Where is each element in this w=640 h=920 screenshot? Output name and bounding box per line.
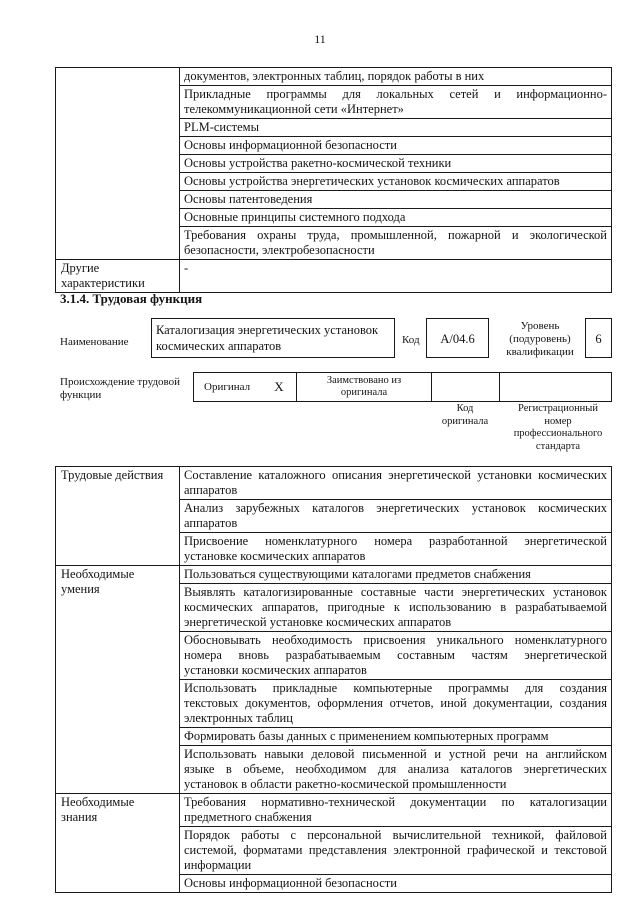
knowledge-item-line: Основы устройства энергетических установок космических аппаратов: [184, 174, 560, 188]
group-label-line: умения: [61, 582, 100, 596]
labour-function-table: [55, 466, 612, 893]
code-original-caption: [430, 403, 500, 428]
group-item-line: Присвоение номенклатурного номера разработанной энергетической: [184, 534, 607, 548]
name-value-line-1: Каталогизация энергетических установок: [156, 323, 379, 337]
knowledge-item-line: PLM-системы: [184, 120, 259, 134]
knowledge-item: [180, 137, 612, 155]
group-label: [56, 467, 180, 566]
knowledge-item-line: Основы патентоведения: [184, 192, 313, 206]
level-value-box: 6: [585, 318, 612, 358]
group-label-line: знания: [61, 810, 98, 824]
code-value-box: A/04.6: [426, 318, 489, 358]
other-label-line: характеристики: [61, 276, 145, 290]
row-label-empty: [56, 68, 180, 260]
knowledge-item-line: безопасности, электробезопасности: [184, 243, 375, 257]
group-item-line: системой, форматами представления электронной графической и текстовой: [184, 843, 607, 857]
level-label-line-2: (подуровень): [509, 333, 571, 345]
group-item: [180, 632, 612, 680]
level-label: [494, 320, 586, 359]
section-title: 3.1.4. Трудовая функция: [60, 291, 203, 306]
group-item: [180, 584, 612, 632]
reg-number-caption: [502, 403, 614, 453]
knowledge-item-line: Основные принципы системного подхода: [184, 210, 406, 224]
knowledge-item: [180, 68, 612, 86]
group-item: [180, 794, 612, 827]
origin-label-line-2: функции: [60, 389, 102, 401]
knowledge-item: [180, 227, 612, 260]
group-item-line: Формировать базы данных с применением компьютерных программ: [184, 729, 549, 743]
group-item: [180, 500, 612, 533]
origin-divider-2: [499, 373, 500, 401]
knowledge-item: [180, 119, 612, 137]
group-item-line: Основы информационной безопасности: [184, 876, 397, 890]
group-item-line: установок в области ракетно-космической промышленности: [184, 777, 507, 791]
reg-caption-line-4: стандарта: [535, 440, 581, 452]
borrowed-label-line-1: Заимствовано из: [326, 375, 402, 386]
group-label-line: Трудовые действия: [61, 468, 164, 482]
code-label: Код: [402, 334, 420, 346]
group-item-line: предметного снабжения: [184, 810, 312, 824]
group-item-line: Обосновывать необходимость присвоения уникального номенклатурного: [184, 633, 607, 647]
original-label: Оригинал: [204, 381, 251, 393]
group-label: [56, 566, 180, 794]
reg-caption-line-3: профессионального: [513, 428, 603, 439]
group-item-line: Пользоваться существующими каталогами предметов снабжения: [184, 567, 531, 581]
group-item: [180, 746, 612, 794]
group-item: [180, 680, 612, 728]
reg-caption-line-1: Регистрационный: [518, 403, 598, 414]
borrowed-label-line-2: оригинала: [340, 387, 388, 398]
group-item-line: номера вновь разрабатываемым составным частям энергетической: [184, 648, 607, 662]
group-label-line: Необходимые: [61, 567, 135, 581]
reg-caption-line-2: номер: [544, 415, 572, 427]
knowledge-item-line: Основы информационной безопасности: [184, 138, 397, 152]
level-label-line-1: Уровень: [520, 320, 560, 332]
group-item-line: языке в объеме, необходимом для анализа каталогов энергетических: [184, 762, 607, 776]
level-label-line-3: квалификации: [506, 346, 574, 358]
code-caption-line-2: оригинала: [441, 415, 489, 427]
group-item-line: информации: [184, 858, 252, 872]
code-caption-line-1: Код: [456, 403, 474, 414]
group-item-line: аппаратов: [184, 483, 238, 497]
origin-label: [60, 376, 180, 402]
name-label: Наименование: [60, 336, 129, 348]
knowledge-item: [180, 155, 612, 173]
borrowed-label: [297, 375, 431, 399]
group-item-line: аппаратов: [184, 516, 238, 530]
group-item-line: электронных таблиц: [184, 711, 293, 725]
group-item-line: Выявлять каталогизированные составные части энергетических установок: [184, 585, 607, 599]
knowledge-continuation-table: [55, 67, 612, 293]
other-label-line: Другие: [61, 261, 100, 275]
name-value-line-2: космических аппаратов: [156, 339, 282, 353]
group-label-line: Необходимые: [61, 795, 135, 809]
group-item-line: космических аппаратов, пригодные к использованию в разрабатываемой: [184, 600, 607, 614]
group-item-line: Составление каталожного описания энергетической установки космических: [184, 468, 607, 482]
knowledge-item-line: Основы устройства ракетно-космической техники: [184, 156, 452, 170]
origin-row: [193, 372, 612, 402]
group-item-line: текстовых документов, оформления отчетов, иной документации, создания: [184, 696, 607, 710]
origin-divider-1: [431, 373, 432, 401]
group-item-line: Анализ зарубежных каталогов энергетических установок космических: [184, 501, 607, 515]
page-number: 11: [314, 32, 326, 46]
knowledge-item-line: Прикладные программы для локальных сетей и информационно-: [184, 87, 607, 101]
origin-label-line-1: Происхождение трудовой: [60, 376, 181, 388]
knowledge-item-line: Требования охраны труда, промышленной, пожарной и экологической: [184, 228, 607, 242]
knowledge-item-line: документов, электронных таблиц, порядок работы в них: [184, 69, 485, 83]
group-item-line: Использовать прикладные компьютерные программы для создания: [184, 681, 607, 695]
table-row: [56, 467, 612, 500]
table-row: [56, 260, 612, 293]
group-item-line: установки космических аппаратов: [184, 663, 367, 677]
knowledge-item-line: телекоммуникационной сети «Интернет»: [184, 102, 404, 116]
group-item-line: Использовать навыки деловой письменной и устной речи на английском: [184, 747, 607, 761]
other-characteristics-label: [56, 260, 180, 293]
group-item: [180, 728, 612, 746]
group-item-line: Порядок работы с персональной вычислительной техникой, файловой: [184, 828, 607, 842]
knowledge-item: [180, 191, 612, 209]
knowledge-item: [180, 173, 612, 191]
knowledge-item: [180, 209, 612, 227]
group-label: [56, 794, 180, 893]
group-item: [180, 827, 612, 875]
group-item: [180, 467, 612, 500]
table-row: [56, 566, 612, 584]
group-item-line: Требования нормативно-технической документации по каталогизации: [184, 795, 607, 809]
name-value-box: [151, 318, 395, 358]
table-row: [56, 794, 612, 827]
group-item: [180, 875, 612, 893]
original-mark: X: [262, 373, 297, 401]
knowledge-item: [180, 86, 612, 119]
table-row: [56, 68, 612, 86]
group-item: [180, 533, 612, 566]
group-item-line: установке космических аппаратов: [184, 549, 366, 563]
group-item: [180, 566, 612, 584]
group-item-line: энергетической установке космических аппаратов: [184, 615, 452, 629]
other-characteristics-value: -: [180, 260, 612, 293]
